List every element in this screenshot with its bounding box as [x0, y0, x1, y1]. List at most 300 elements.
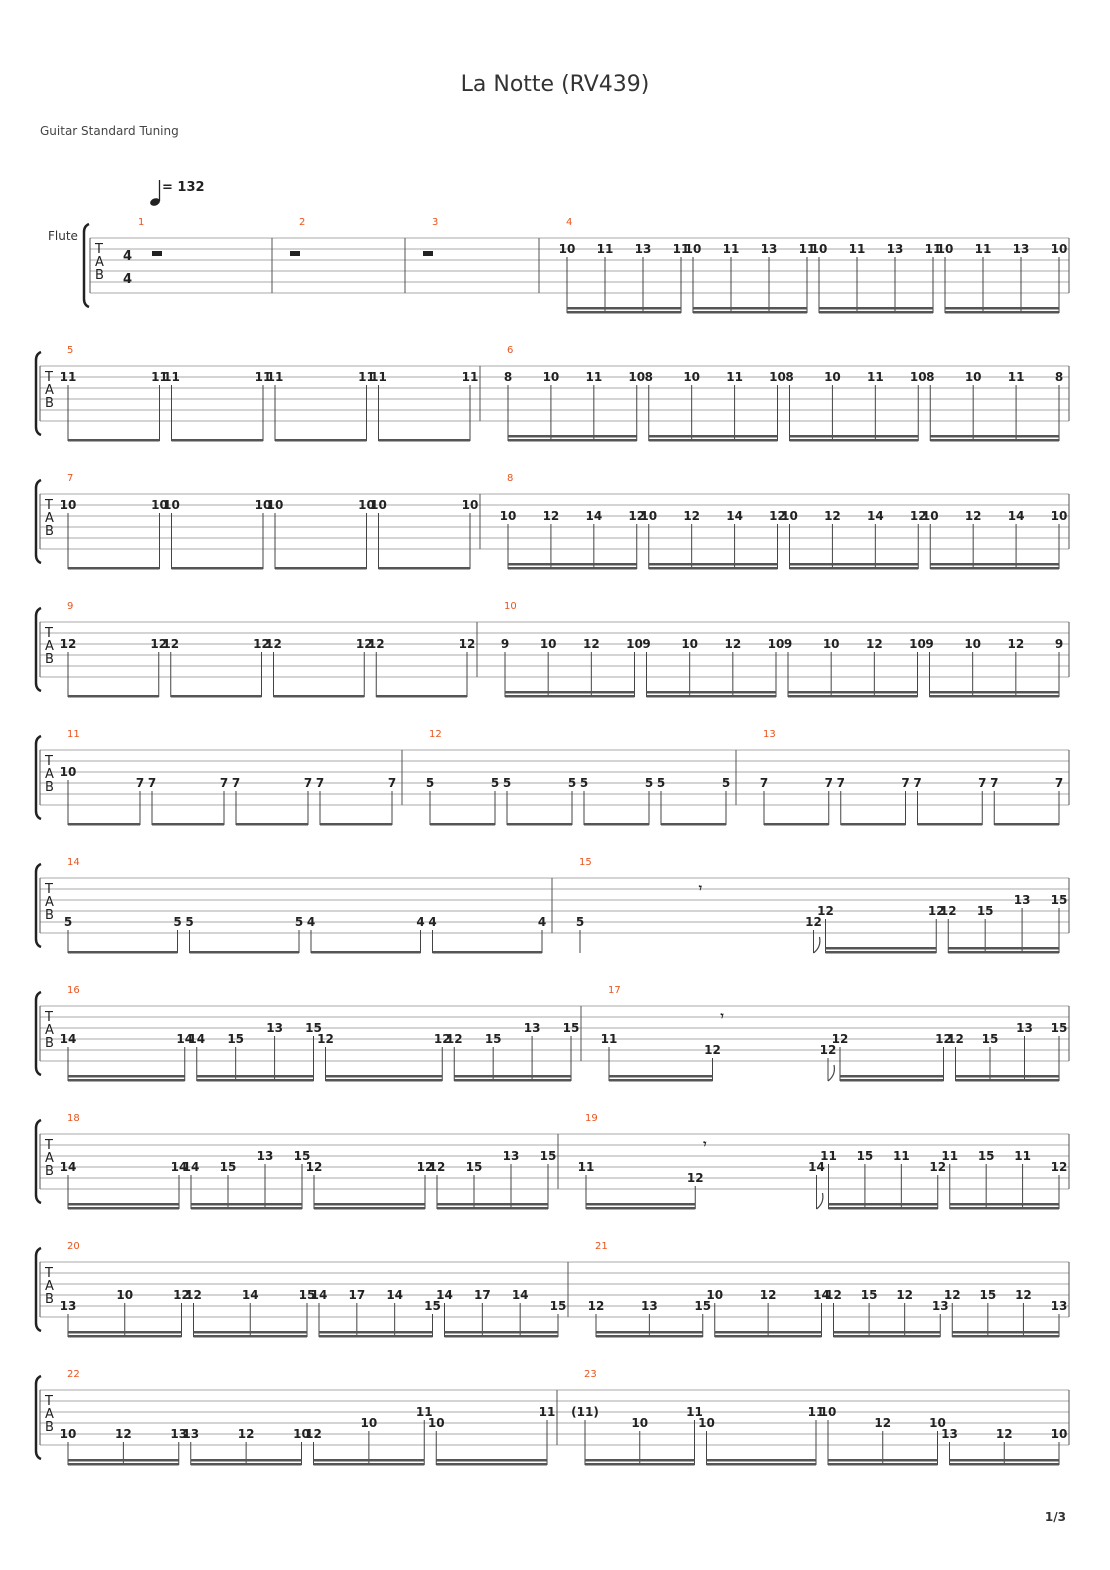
fret-number: 12	[927, 904, 945, 918]
measure-number: 14	[67, 857, 80, 868]
beam	[834, 1331, 941, 1334]
fret-number: 10	[254, 498, 272, 512]
tab-clef-letter: T	[45, 1266, 53, 1281]
fret-number: 13	[931, 1299, 949, 1313]
fret-number: 14	[866, 509, 884, 523]
fret-number: 10	[822, 637, 840, 651]
beam	[945, 307, 1059, 310]
tab-clef-letter: T	[45, 754, 53, 769]
beam	[826, 951, 937, 954]
fret-number: 15	[981, 1032, 999, 1046]
fret-number: 15	[1050, 893, 1068, 907]
fret-number: 12	[542, 509, 560, 523]
beam	[191, 1463, 302, 1466]
fret-number: 12	[1050, 1160, 1068, 1174]
beam	[320, 823, 392, 826]
fret-number: 15	[465, 1160, 483, 1174]
beam	[445, 1335, 559, 1338]
beam	[647, 695, 777, 698]
beam	[956, 1075, 1060, 1078]
beam	[326, 1079, 443, 1082]
fret-number: 12	[964, 509, 982, 523]
beam	[930, 695, 1060, 698]
fret-number: 14	[436, 1288, 453, 1302]
fret-number: 10	[163, 498, 180, 512]
beam	[319, 1335, 433, 1338]
fret-number: 15	[484, 1032, 502, 1046]
fret-number: 11	[585, 370, 603, 384]
measure-number: 21	[595, 1241, 608, 1252]
fret-number: 8	[926, 370, 935, 384]
beam	[790, 567, 919, 570]
fret-number: 14	[386, 1288, 404, 1302]
page-number: 1/3	[1044, 1510, 1066, 1524]
fret-number: 8	[503, 370, 513, 384]
measure-number: 22	[67, 1369, 80, 1380]
fret-number: 12	[445, 1032, 463, 1046]
beam	[430, 823, 495, 826]
beam	[68, 695, 159, 698]
fret-number: 10	[427, 1416, 445, 1430]
beam	[649, 439, 778, 442]
beam	[790, 435, 919, 438]
beam	[950, 1207, 1059, 1210]
beam	[647, 691, 777, 694]
measure-number: 23	[584, 1369, 597, 1380]
tab-clef-letter: A	[95, 255, 104, 270]
fret-number: 12	[825, 1288, 842, 1302]
measure-number: 18	[67, 1113, 80, 1124]
time-signature-top: 4	[123, 249, 133, 264]
half-rest	[290, 251, 300, 256]
beam	[950, 1203, 1059, 1206]
fret-number: 7	[147, 776, 157, 790]
beam	[171, 695, 262, 698]
fret-number: 14	[176, 1032, 194, 1046]
beam	[68, 1459, 179, 1462]
fret-number: 10	[461, 498, 479, 512]
tab-system	[36, 473, 1069, 570]
fret-number: 12	[1007, 637, 1025, 651]
fret-number: 9	[500, 637, 510, 651]
measure-number: 12	[429, 729, 442, 740]
fret-number: 13	[502, 1149, 520, 1163]
beam	[505, 695, 635, 698]
fret-number: 10	[59, 1427, 77, 1441]
tab-clef-letter: A	[45, 895, 54, 910]
tab-clef-letter: A	[45, 383, 54, 398]
tab-clef-letter: T	[45, 370, 53, 385]
tab-clef-letter: B	[45, 1164, 54, 1179]
fret-number: 10	[640, 509, 658, 523]
beam	[508, 439, 637, 442]
measure-number: 20	[67, 1241, 80, 1252]
tab-system	[84, 217, 1069, 314]
fret-number: 15	[539, 1149, 557, 1163]
fret-number: 5	[644, 776, 654, 790]
beam	[930, 563, 1059, 566]
beam	[829, 1207, 938, 1210]
measure-number: 5	[67, 345, 74, 356]
fret-number: 13	[266, 1021, 283, 1035]
fret-number: 5	[425, 776, 435, 790]
beam	[191, 1207, 302, 1210]
fret-number: 14	[59, 1160, 77, 1174]
beam	[68, 1331, 182, 1334]
measure-number: 1	[138, 217, 145, 228]
measure-number: 15	[579, 857, 592, 868]
beam	[437, 1203, 548, 1206]
beam	[930, 691, 1060, 694]
fret-number: 15	[227, 1032, 245, 1046]
fret-number: 5	[575, 915, 585, 929]
eighth-rest: 𝄾	[703, 1137, 707, 1151]
fret-number: 12	[896, 1288, 914, 1302]
beam	[68, 951, 178, 954]
beam	[948, 951, 1059, 954]
tab-clef-letter: A	[45, 1151, 54, 1166]
beam	[68, 567, 160, 570]
fret-number: 12	[253, 637, 270, 651]
beam	[68, 1079, 185, 1082]
fret-number: 10	[116, 1288, 134, 1302]
fret-number: 14	[726, 509, 743, 523]
fret-number: 10	[921, 509, 939, 523]
fret-number: 13	[256, 1149, 274, 1163]
fret-number: 12	[628, 509, 646, 523]
fret-number: 11	[151, 370, 168, 384]
fret-number: 13	[1016, 1021, 1033, 1035]
fret-number: 10	[59, 498, 77, 512]
fret-number: 12	[935, 1032, 952, 1046]
fret-number: 11	[798, 242, 816, 256]
fret-number: 12	[1015, 1288, 1032, 1302]
fret-number: 10	[293, 1427, 310, 1441]
fret-number: 9	[642, 637, 651, 651]
tab-clef-letter: B	[45, 652, 54, 667]
fret-number: 15	[305, 1021, 322, 1035]
beam	[68, 1463, 179, 1466]
fret-number: 12	[237, 1427, 255, 1441]
fret-number: 9	[783, 637, 793, 651]
fret-number: 11	[974, 242, 992, 256]
beam	[693, 307, 807, 310]
fret-number: 10	[964, 370, 982, 384]
beam	[828, 1459, 938, 1462]
eighth-rest: 𝄾	[698, 881, 702, 895]
tab-system	[36, 1113, 1069, 1210]
beam	[197, 1075, 314, 1078]
fret-number: 11	[1014, 1149, 1031, 1163]
beam	[790, 563, 919, 566]
beam	[585, 1463, 695, 1466]
tab-system	[36, 345, 1069, 442]
beam	[172, 567, 264, 570]
fret-number: 11	[820, 1149, 837, 1163]
measure-number: 16	[67, 985, 80, 996]
beam	[788, 691, 918, 694]
fret-number: 10	[151, 498, 168, 512]
fret-number: 17	[473, 1288, 491, 1302]
beam	[275, 439, 367, 442]
tab-system	[36, 857, 1069, 954]
fret-number: 11	[807, 1405, 825, 1419]
fret-number: 13	[634, 242, 652, 256]
fret-number: 12	[947, 1032, 964, 1046]
fret-number: 10	[1050, 242, 1068, 256]
fret-number: 11	[266, 370, 284, 384]
fret-number: 10	[59, 765, 77, 779]
fret-number: 5	[721, 776, 731, 790]
fret-number: 12	[939, 904, 957, 918]
beam	[194, 1331, 308, 1334]
beam	[68, 1203, 179, 1206]
note-flag	[814, 937, 820, 953]
tab-clef-letter: T	[95, 242, 103, 257]
fret-number: 11	[59, 370, 77, 384]
fret-number: 10	[909, 370, 927, 384]
fret-number: 13	[760, 242, 778, 256]
fret-number: 10	[929, 1416, 946, 1430]
beam	[790, 439, 919, 442]
fret-number: 10	[810, 242, 828, 256]
fret-number: 14	[188, 1032, 206, 1046]
score-title: La Notte (RV439)	[460, 72, 650, 97]
fret-number: 12	[686, 1171, 704, 1185]
fret-number: 12	[817, 904, 834, 918]
beam	[956, 1079, 1060, 1082]
beam	[433, 951, 543, 954]
fret-number: 10	[683, 370, 701, 384]
fret-number: 12	[115, 1427, 132, 1441]
fret-number: 4	[428, 915, 437, 929]
tab-clef-letter: T	[45, 882, 53, 897]
fret-number: 7	[836, 776, 845, 790]
fret-number: 12	[162, 637, 180, 651]
tab-clef-letter: A	[45, 767, 54, 782]
beam	[454, 1075, 571, 1078]
beam	[952, 1335, 1059, 1338]
fret-number: 14	[59, 1032, 77, 1046]
beam	[930, 439, 1059, 442]
beam	[609, 1079, 713, 1082]
beam	[319, 1331, 433, 1334]
note-flag	[828, 1065, 834, 1081]
fret-number: 15	[298, 1288, 316, 1302]
beam	[948, 947, 1059, 950]
tab-clef-letter: T	[45, 626, 53, 641]
beam	[828, 1463, 938, 1466]
fret-number: 10	[936, 242, 954, 256]
beam	[314, 1207, 425, 1210]
fret-number: 12	[819, 1043, 837, 1057]
note-flag	[817, 1193, 823, 1209]
fret-number: 11	[596, 242, 614, 256]
tab-clef-letter: B	[45, 524, 54, 539]
fret-number: 15	[694, 1299, 712, 1313]
fret-number: 7	[1054, 776, 1064, 790]
fret-number: 12	[433, 1032, 451, 1046]
tab-clef-letter: A	[45, 1279, 54, 1294]
fret-number: 10	[681, 637, 699, 651]
beam	[829, 1203, 938, 1206]
fret-number: 14	[585, 509, 603, 523]
fret-number: 14	[182, 1160, 200, 1174]
fret-number: 5	[294, 915, 304, 929]
tab-clef-letter: B	[45, 1292, 54, 1307]
fret-number: 10	[684, 242, 702, 256]
beam	[454, 1079, 571, 1082]
fret-number: 10	[909, 637, 926, 651]
fret-number: 7	[990, 776, 999, 790]
fret-number: 12	[909, 509, 927, 523]
tab-system	[36, 729, 1069, 826]
fret-number: 13	[170, 1427, 188, 1441]
fret-number: 13	[523, 1021, 541, 1035]
beam	[152, 823, 224, 826]
beam	[508, 567, 637, 570]
beam	[596, 1331, 703, 1334]
fret-number: 15	[424, 1299, 441, 1313]
fret-number: 14	[310, 1288, 328, 1302]
beam	[508, 435, 637, 438]
fret-number: 12	[428, 1160, 446, 1174]
fret-number: 10	[698, 1416, 715, 1430]
beam	[314, 1203, 425, 1206]
fret-number: 11	[848, 242, 866, 256]
fret-number: 11	[924, 242, 942, 256]
beam	[379, 439, 471, 442]
beam	[436, 1459, 547, 1462]
beam	[918, 823, 983, 826]
beam	[68, 1207, 179, 1210]
eighth-rest: 𝄾	[720, 1009, 724, 1023]
fret-number: 11	[163, 370, 180, 384]
measure-number: 19	[585, 1113, 598, 1124]
fret-number: 15	[976, 904, 994, 918]
tab-system	[36, 601, 1069, 698]
beam	[507, 823, 572, 826]
fret-number: 11	[577, 1160, 595, 1174]
fret-number: 12	[305, 1160, 323, 1174]
beam	[68, 439, 160, 442]
tab-clef-letter: B	[45, 396, 54, 411]
fret-number: 7	[978, 776, 987, 790]
measure-number: 10	[504, 601, 517, 612]
fret-number: 14	[1007, 509, 1025, 523]
fret-number: 7	[303, 776, 313, 790]
fret-number: 12	[416, 1160, 434, 1174]
fret-number: 11	[686, 1405, 703, 1419]
tab-clef-letter: T	[45, 1138, 53, 1153]
beam	[68, 823, 140, 826]
beam	[508, 563, 637, 566]
beam	[314, 1459, 425, 1462]
beam	[840, 1075, 944, 1078]
measure-number: 11	[67, 729, 80, 740]
measure-number: 2	[299, 217, 306, 228]
beam	[661, 823, 726, 826]
fret-number: 5	[656, 776, 666, 790]
beam	[586, 1207, 695, 1210]
fret-number: 10	[499, 509, 517, 523]
fret-number: 12	[185, 1288, 202, 1302]
half-rest	[423, 251, 433, 256]
fret-number: 12	[995, 1427, 1013, 1441]
fret-number: 8	[1054, 370, 1064, 384]
fret-number: 7	[231, 776, 241, 790]
fret-number: 15	[219, 1160, 237, 1174]
fret-number: 11	[254, 370, 272, 384]
beam	[840, 1079, 944, 1082]
fret-number: 12	[367, 637, 385, 651]
fret-number: 10	[819, 1405, 837, 1419]
fret-number: 12	[173, 1288, 190, 1302]
fret-number: 11	[600, 1032, 618, 1046]
fret-number: 11	[370, 370, 387, 384]
beam	[952, 1331, 1059, 1334]
beam	[585, 1459, 695, 1462]
beam	[834, 1335, 941, 1338]
beam	[586, 1203, 695, 1206]
fret-number: 14	[808, 1160, 825, 1174]
beam	[274, 695, 365, 698]
fret-number: 12	[305, 1427, 322, 1441]
beam	[930, 567, 1059, 570]
fret-number: 10	[628, 370, 646, 384]
fret-number: 10	[769, 370, 786, 384]
tab-clef-letter: T	[45, 498, 53, 513]
beam	[584, 823, 649, 826]
fret-number: 7	[135, 776, 145, 790]
beam	[197, 1079, 314, 1082]
fret-number: 9	[925, 637, 934, 651]
fret-number: 15	[979, 1288, 997, 1302]
fret-number: 12	[59, 637, 77, 651]
fret-number: 12	[824, 509, 841, 523]
tab-clef-letter: T	[45, 1394, 53, 1409]
beam	[236, 823, 308, 826]
tab-system	[36, 985, 1069, 1082]
tab-clef-letter: B	[95, 268, 104, 283]
fret-number: 10	[706, 1288, 724, 1302]
fret-number: 12	[150, 637, 168, 651]
beam	[930, 435, 1059, 438]
fret-number: 14	[241, 1288, 259, 1302]
fret-number: 10	[370, 498, 387, 512]
beam	[715, 1335, 822, 1338]
fret-number: 10	[360, 1416, 378, 1430]
fret-number: 10	[1050, 1427, 1068, 1441]
beam	[445, 1331, 559, 1334]
fret-number: 10	[1050, 509, 1068, 523]
beam	[596, 1335, 703, 1338]
fret-number: 12	[265, 637, 282, 651]
beam	[609, 1075, 713, 1078]
fret-number: 11	[722, 242, 740, 256]
fret-number: 13	[1013, 893, 1031, 907]
beam	[649, 567, 778, 570]
fret-number: 11	[941, 1149, 959, 1163]
fret-number: 5	[173, 915, 182, 929]
fret-number: 11	[892, 1149, 910, 1163]
fret-number: (11)	[571, 1405, 599, 1419]
fret-number: 11	[672, 242, 690, 256]
fret-number: 10	[626, 637, 643, 651]
beam	[819, 311, 933, 314]
beam	[191, 1203, 302, 1206]
tab-clef-letter: B	[45, 908, 54, 923]
